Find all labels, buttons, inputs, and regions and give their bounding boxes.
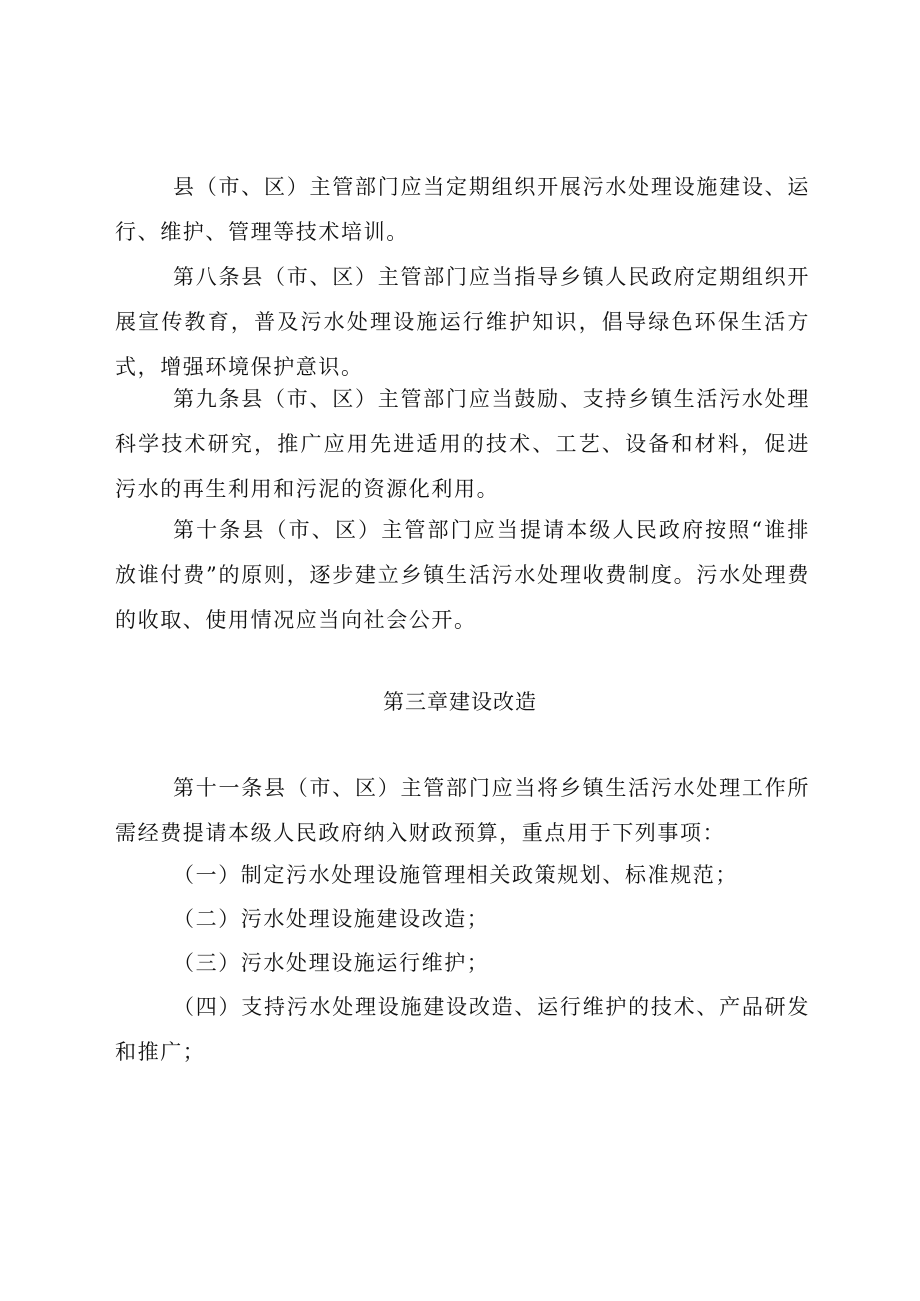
- list-item-1: （一）制定污水处理设施管理相关政策规划、标准规范；: [173, 863, 738, 887]
- paragraph-article-11: 第十一条县（市、区）主管部门应当将乡镇生活污水处理工作所需经费提请本级人民政府纳入财政预算，重点用于下列事项：: [115, 776, 810, 845]
- chapter-heading: 第三章建设改造: [383, 690, 537, 714]
- list-item-2: （二）污水处理设施建设改造；: [173, 907, 490, 931]
- list-item-3: （三）污水处理设施运行维护；: [173, 951, 490, 975]
- list-item-4: （四）支持污水处理设施建设改造、运行维护的技术、产品研发和推广；: [115, 995, 810, 1064]
- paragraph-article-8: 第八条县（市、区）主管部门应当指导乡镇人民政府定期组织开展宣传教育，普及污水处理设施运行维护知识，倡导绿色环保生活方式，增强环境保护意识。: [115, 265, 810, 379]
- paragraph-article-9: 第九条县（市、区）主管部门应当鼓励、支持乡镇生活污水处理科学技术研究，推广应用先进适用的技术、工艺、设备和材料，促进污水的再生利用和污泥的资源化利用。: [115, 387, 810, 501]
- paragraph-article-10: 第十条县（市、区）主管部门应当提请本级人民政府按照“谁排放谁付费”的原则，逐步建立乡镇生活污水处理收费制度。污水处理费的收取、使用情况应当向社会公开。: [115, 518, 810, 632]
- paragraph-training: 县（市、区）主管部门应当定期组织开展污水处理设施建设、运行、维护、管理等技术培训。: [115, 175, 810, 244]
